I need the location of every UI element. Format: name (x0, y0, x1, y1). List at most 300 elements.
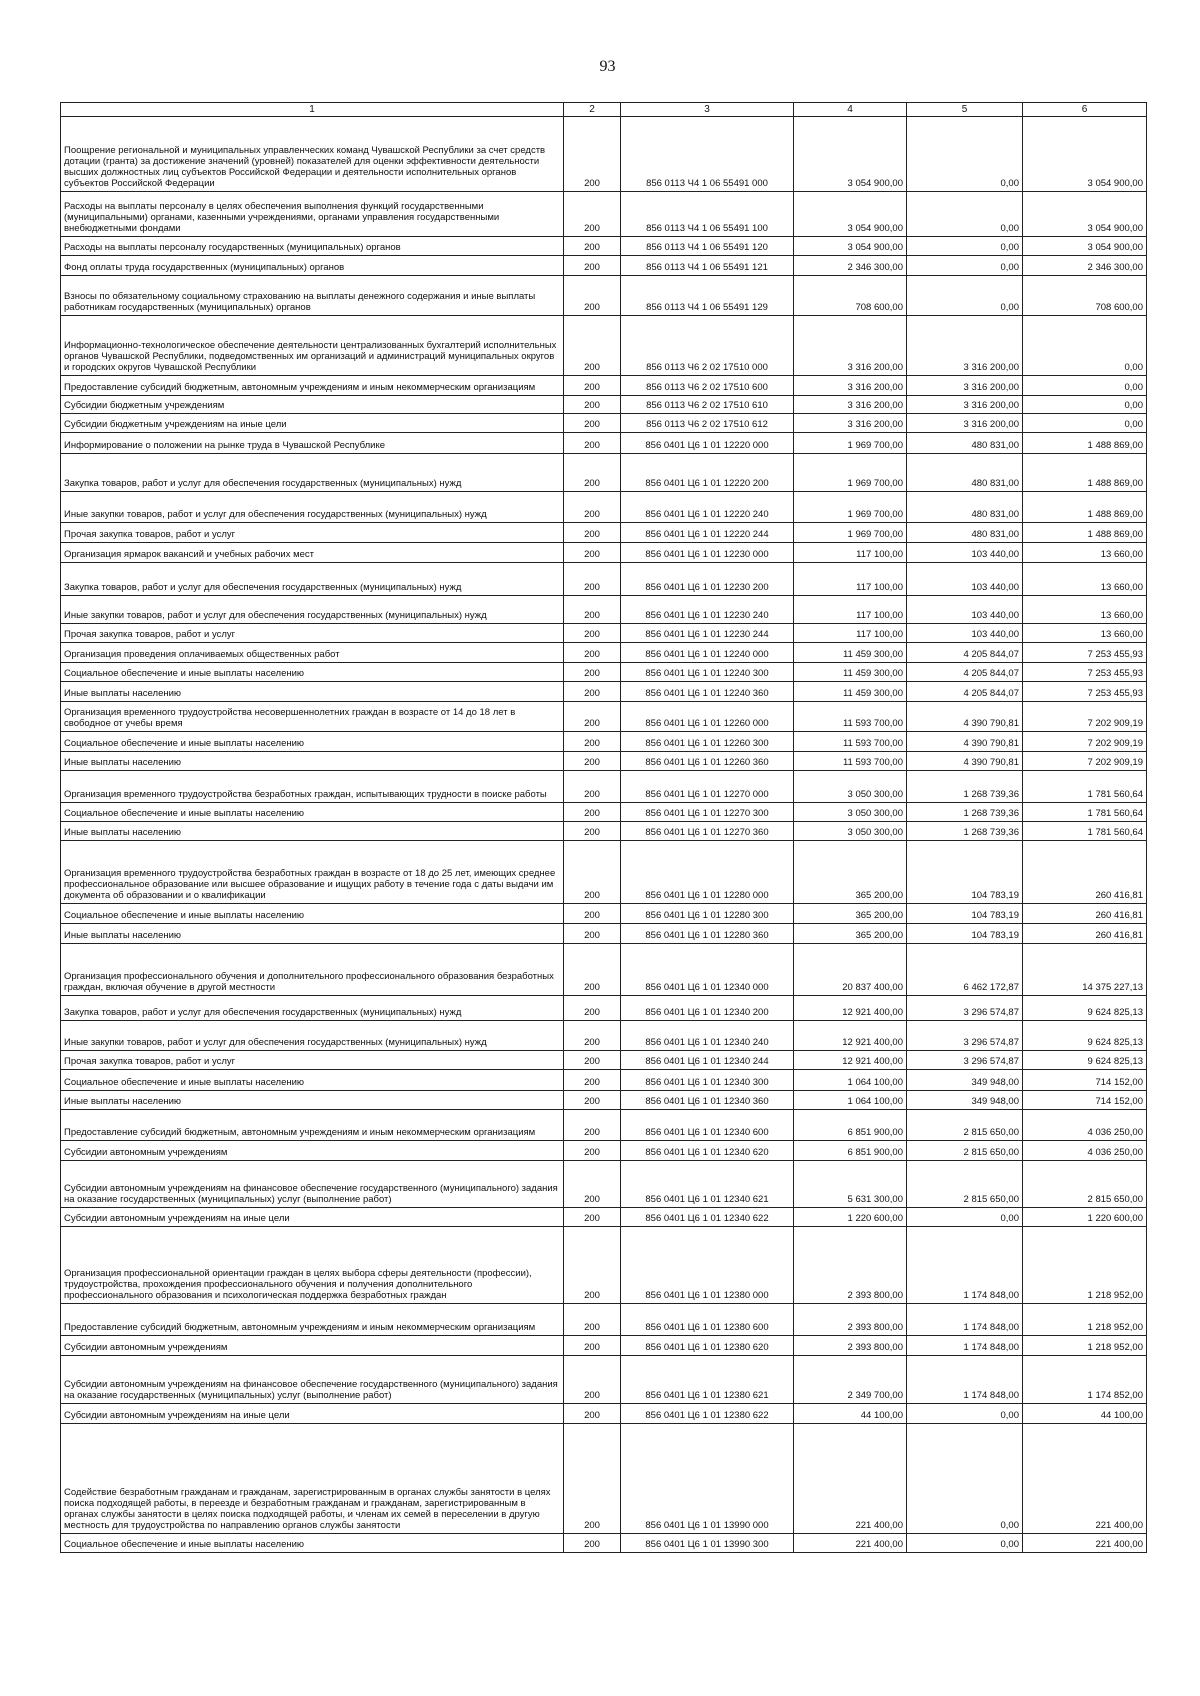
amount-remaining-cell: 1 218 952,00 (1023, 1336, 1147, 1356)
amount-remaining-cell: 7 202 909,19 (1023, 752, 1147, 771)
table-row (61, 702, 1147, 732)
amount-plan-cell: 3 316 200,00 (794, 376, 907, 396)
amount-plan-cell: 1 064 100,00 (794, 1091, 907, 1110)
amount-plan-cell: 365 200,00 (794, 841, 907, 904)
table-row (61, 732, 1147, 752)
column-number-header: 1 (61, 103, 564, 117)
row-code-cell: 200 (564, 523, 621, 543)
budget-code-cell: 856 0401 Ц6 1 01 12340 300 (621, 1070, 794, 1091)
amount-remaining-cell: 1 781 560,64 (1023, 822, 1147, 841)
table-row (61, 316, 1147, 376)
row-code-cell: 200 (564, 237, 621, 256)
amount-remaining-cell: 9 624 825,13 (1023, 996, 1147, 1021)
table-row (61, 1304, 1147, 1336)
budget-code-cell: 856 0401 Ц6 1 01 13990 000 (621, 1424, 794, 1534)
row-name-cell: Поощрение региональной и муниципальных управленческих команд Чувашской Республики за счет средств дотации (гранта) за достижение значений (уровней) показателей для оценки эффективности деятельности высших должностных лиц субъектов Российской Федерации и деятельности исполнительных органов субъектов Российской Федерации (61, 117, 564, 192)
amount-executed-cell: 0,00 (907, 237, 1023, 256)
row-name-cell: Организация временного трудоустройства несовершеннолетних граждан в возрасте от 14 до 18 лет в свободное от учебы время (61, 702, 564, 732)
amount-plan-cell: 11 459 300,00 (794, 643, 907, 663)
amount-executed-cell: 0,00 (907, 117, 1023, 192)
budget-code-cell: 856 0401 Ц6 1 01 12380 000 (621, 1227, 794, 1304)
amount-plan-cell: 117 100,00 (794, 596, 907, 624)
row-name-cell: Иные закупки товаров, работ и услуг для обеспечения государственных (муниципальных) нужд (61, 596, 564, 624)
budget-code-cell: 856 0401 Ц6 1 01 12380 620 (621, 1336, 794, 1356)
budget-code-cell: 856 0401 Ц6 1 01 12230 200 (621, 563, 794, 596)
amount-executed-cell: 0,00 (907, 276, 1023, 316)
budget-code-cell: 856 0401 Ц6 1 01 12280 360 (621, 924, 794, 944)
row-code-cell: 200 (564, 563, 621, 596)
amount-executed-cell: 4 205 844,07 (907, 682, 1023, 702)
table-row (61, 1356, 1147, 1404)
budget-code-cell: 856 0401 Ц6 1 01 12340 240 (621, 1021, 794, 1051)
row-code-cell: 200 (564, 1208, 621, 1227)
amount-remaining-cell: 1 488 869,00 (1023, 523, 1147, 543)
amount-plan-cell: 12 921 400,00 (794, 1051, 907, 1070)
budget-code-cell: 856 0401 Ц6 1 01 12340 200 (621, 996, 794, 1021)
row-name-cell: Социальное обеспечение и иные выплаты населению (61, 1534, 564, 1553)
amount-plan-cell: 2 393 800,00 (794, 1336, 907, 1356)
table-row (61, 663, 1147, 682)
row-code-cell: 200 (564, 1161, 621, 1208)
column-number-header: 5 (907, 103, 1023, 117)
amount-remaining-cell: 260 416,81 (1023, 841, 1147, 904)
row-code-cell: 200 (564, 1424, 621, 1534)
row-name-cell: Организация профессионального обучения и дополнительного профессионального образования безработных граждан, включая обучение в другой местности (61, 944, 564, 996)
amount-remaining-cell: 714 152,00 (1023, 1070, 1147, 1091)
table-row (61, 454, 1147, 492)
budget-report-table (60, 102, 1147, 1553)
amount-executed-cell: 3 316 200,00 (907, 414, 1023, 433)
amount-executed-cell: 0,00 (907, 1424, 1023, 1534)
amount-executed-cell: 3 316 200,00 (907, 396, 1023, 414)
amount-plan-cell: 3 316 200,00 (794, 396, 907, 414)
table-header (61, 103, 1147, 117)
table-row (61, 803, 1147, 822)
amount-plan-cell: 11 459 300,00 (794, 663, 907, 682)
amount-plan-cell: 708 600,00 (794, 276, 907, 316)
row-code-cell: 200 (564, 433, 621, 454)
amount-remaining-cell: 7 202 909,19 (1023, 732, 1147, 752)
budget-code-cell: 856 0401 Ц6 1 01 12280 000 (621, 841, 794, 904)
amount-plan-cell: 5 631 300,00 (794, 1161, 907, 1208)
budget-code-cell: 856 0113 Ч4 1 06 55491 100 (621, 192, 794, 237)
row-name-cell: Закупка товаров, работ и услуг для обеспечения государственных (муниципальных) нужд (61, 454, 564, 492)
amount-executed-cell: 480 831,00 (907, 523, 1023, 543)
row-name-cell: Социальное обеспечение и иные выплаты населению (61, 1070, 564, 1091)
row-name-cell: Организация временного трудоустройства безработных граждан в возрасте от 18 до 25 лет, имеющих среднее профессиональное образование или высшее образование и ищущих работу в течение года с даты выдачи им документа об образовании и о квалификации (61, 841, 564, 904)
amount-executed-cell: 480 831,00 (907, 454, 1023, 492)
amount-plan-cell: 1 064 100,00 (794, 1070, 907, 1091)
amount-remaining-cell: 221 400,00 (1023, 1534, 1147, 1553)
amount-remaining-cell: 0,00 (1023, 396, 1147, 414)
row-name-cell: Субсидии автономным учреждениям на иные цели (61, 1404, 564, 1424)
table-row (61, 414, 1147, 433)
row-code-cell: 200 (564, 1051, 621, 1070)
row-name-cell: Иные выплаты населению (61, 822, 564, 841)
amount-remaining-cell: 3 054 900,00 (1023, 192, 1147, 237)
row-code-cell: 200 (564, 822, 621, 841)
amount-executed-cell: 104 783,19 (907, 924, 1023, 944)
row-name-cell: Организация проведения оплачиваемых общественных работ (61, 643, 564, 663)
amount-remaining-cell: 44 100,00 (1023, 1404, 1147, 1424)
amount-executed-cell: 6 462 172,87 (907, 944, 1023, 996)
row-code-cell: 200 (564, 1110, 621, 1141)
column-number-header: 4 (794, 103, 907, 117)
table-row (61, 1424, 1147, 1534)
budget-code-cell: 856 0401 Ц6 1 01 12260 300 (621, 732, 794, 752)
budget-code-cell: 856 0401 Ц6 1 01 12270 300 (621, 803, 794, 822)
row-name-cell: Социальное обеспечение и иные выплаты населению (61, 803, 564, 822)
amount-remaining-cell: 708 600,00 (1023, 276, 1147, 316)
amount-remaining-cell: 4 036 250,00 (1023, 1110, 1147, 1141)
amount-plan-cell: 1 969 700,00 (794, 492, 907, 523)
amount-plan-cell: 3 054 900,00 (794, 192, 907, 237)
amount-executed-cell: 1 174 848,00 (907, 1356, 1023, 1404)
row-code-cell: 200 (564, 396, 621, 414)
row-code-cell: 200 (564, 732, 621, 752)
budget-code-cell: 856 0113 Ч4 1 06 55491 000 (621, 117, 794, 192)
budget-code-cell: 856 0113 Ч6 2 02 17510 000 (621, 316, 794, 376)
amount-remaining-cell: 4 036 250,00 (1023, 1141, 1147, 1161)
budget-code-cell: 856 0401 Ц6 1 01 12380 622 (621, 1404, 794, 1424)
row-name-cell: Фонд оплаты труда государственных (муниципальных) органов (61, 256, 564, 276)
column-number-header: 3 (621, 103, 794, 117)
row-name-cell: Расходы на выплаты персоналу государственных (муниципальных) органов (61, 237, 564, 256)
row-name-cell: Предоставление субсидий бюджетным, автономным учреждениям и иным некоммерческим организациям (61, 1304, 564, 1336)
row-name-cell: Информирование о положении на рынке труда в Чувашской Республике (61, 433, 564, 454)
amount-plan-cell: 3 316 200,00 (794, 414, 907, 433)
table-row (61, 276, 1147, 316)
amount-remaining-cell: 13 660,00 (1023, 543, 1147, 563)
budget-code-cell: 856 0401 Ц6 1 01 13990 300 (621, 1534, 794, 1553)
budget-code-cell: 856 0401 Ц6 1 01 12340 000 (621, 944, 794, 996)
table-row (61, 996, 1147, 1021)
amount-remaining-cell: 13 660,00 (1023, 624, 1147, 643)
amount-plan-cell: 1 969 700,00 (794, 523, 907, 543)
row-code-cell: 200 (564, 904, 621, 924)
row-name-cell: Закупка товаров, работ и услуг для обеспечения государственных (муниципальных) нужд (61, 563, 564, 596)
amount-executed-cell: 1 174 848,00 (907, 1336, 1023, 1356)
row-name-cell: Организация профессиональной ориентации граждан в целях выбора сферы деятельности (профессии), трудоустройства, прохождения профессионального обучения и получения дополнительного профессионального образования и психологическая поддержка безработных граждан (61, 1227, 564, 1304)
row-name-cell: Прочая закупка товаров, работ и услуг (61, 1051, 564, 1070)
budget-code-cell: 856 0113 Ч4 1 06 55491 121 (621, 256, 794, 276)
amount-executed-cell: 349 948,00 (907, 1091, 1023, 1110)
row-code-cell: 200 (564, 682, 621, 702)
amount-plan-cell: 20 837 400,00 (794, 944, 907, 996)
row-code-cell: 200 (564, 663, 621, 682)
table-row (61, 117, 1147, 192)
budget-code-cell: 856 0401 Ц6 1 01 12280 300 (621, 904, 794, 924)
row-name-cell: Субсидии автономным учреждениям на иные цели (61, 1208, 564, 1227)
budget-code-cell: 856 0401 Ц6 1 01 12340 360 (621, 1091, 794, 1110)
row-code-cell: 200 (564, 624, 621, 643)
table-row (61, 1534, 1147, 1553)
table-row (61, 376, 1147, 396)
row-name-cell: Содействие безработным гражданам и гражданам, зарегистрированным в органах службы занятости в целях поиска подходящей работы, в переезде и безработным гражданам и гражданам, зарегистрированным в органах службы занятости в целях поиска подходящей работы, и членам их семей в переселении в другую местность для трудоустройства по направлению органов службы занятости (61, 1424, 564, 1534)
table-row (61, 523, 1147, 543)
amount-plan-cell: 117 100,00 (794, 543, 907, 563)
amount-executed-cell: 103 440,00 (907, 596, 1023, 624)
amount-executed-cell: 0,00 (907, 192, 1023, 237)
amount-executed-cell: 104 783,19 (907, 904, 1023, 924)
amount-remaining-cell: 0,00 (1023, 316, 1147, 376)
amount-remaining-cell: 1 218 952,00 (1023, 1304, 1147, 1336)
table-row (61, 624, 1147, 643)
row-code-cell: 200 (564, 492, 621, 523)
row-code-cell: 200 (564, 752, 621, 771)
budget-code-cell: 856 0401 Ц6 1 01 12230 000 (621, 543, 794, 563)
amount-remaining-cell: 13 660,00 (1023, 563, 1147, 596)
row-code-cell: 200 (564, 1336, 621, 1356)
amount-plan-cell: 365 200,00 (794, 924, 907, 944)
table-row (61, 596, 1147, 624)
budget-code-cell: 856 0401 Ц6 1 01 12230 244 (621, 624, 794, 643)
amount-remaining-cell: 260 416,81 (1023, 904, 1147, 924)
amount-remaining-cell: 7 253 455,93 (1023, 663, 1147, 682)
budget-code-cell: 856 0401 Ц6 1 01 12220 200 (621, 454, 794, 492)
amount-executed-cell: 0,00 (907, 1404, 1023, 1424)
amount-remaining-cell: 2 815 650,00 (1023, 1161, 1147, 1208)
amount-remaining-cell: 0,00 (1023, 414, 1147, 433)
amount-executed-cell: 4 390 790,81 (907, 732, 1023, 752)
amount-plan-cell: 11 593 700,00 (794, 702, 907, 732)
table-row (61, 492, 1147, 523)
amount-plan-cell: 117 100,00 (794, 624, 907, 643)
row-name-cell: Субсидии бюджетным учреждениям на иные цели (61, 414, 564, 433)
row-name-cell: Социальное обеспечение и иные выплаты населению (61, 904, 564, 924)
budget-code-cell: 856 0401 Ц6 1 01 12270 360 (621, 822, 794, 841)
table-row (61, 643, 1147, 663)
table-row (61, 1208, 1147, 1227)
row-name-cell: Социальное обеспечение и иные выплаты населению (61, 732, 564, 752)
table-row (61, 1110, 1147, 1141)
amount-plan-cell: 2 346 300,00 (794, 256, 907, 276)
budget-code-cell: 856 0401 Ц6 1 01 12270 000 (621, 771, 794, 803)
row-code-cell: 200 (564, 702, 621, 732)
table-row (61, 543, 1147, 563)
row-code-cell: 200 (564, 376, 621, 396)
row-code-cell: 200 (564, 1534, 621, 1553)
row-name-cell: Субсидии автономным учреждениям на финансовое обеспечение государственного (муниципального) задания на оказание государственных (муниципальных) услуг (выполнение работ) (61, 1356, 564, 1404)
table-row (61, 682, 1147, 702)
amount-plan-cell: 1 220 600,00 (794, 1208, 907, 1227)
amount-remaining-cell: 1 781 560,64 (1023, 803, 1147, 822)
row-code-cell: 200 (564, 944, 621, 996)
amount-remaining-cell: 1 220 600,00 (1023, 1208, 1147, 1227)
amount-remaining-cell: 714 152,00 (1023, 1091, 1147, 1110)
amount-remaining-cell: 7 202 909,19 (1023, 702, 1147, 732)
amount-executed-cell: 3 296 574,87 (907, 1051, 1023, 1070)
row-name-cell: Иные выплаты населению (61, 1091, 564, 1110)
amount-executed-cell: 0,00 (907, 1208, 1023, 1227)
amount-executed-cell: 4 205 844,07 (907, 663, 1023, 682)
table-row (61, 944, 1147, 996)
amount-executed-cell: 3 296 574,87 (907, 996, 1023, 1021)
row-name-cell: Субсидии бюджетным учреждениям (61, 396, 564, 414)
row-code-cell: 200 (564, 1304, 621, 1336)
amount-plan-cell: 44 100,00 (794, 1404, 907, 1424)
amount-remaining-cell: 0,00 (1023, 376, 1147, 396)
amount-remaining-cell: 1 218 952,00 (1023, 1227, 1147, 1304)
table-row (61, 1336, 1147, 1356)
row-code-cell: 200 (564, 803, 621, 822)
amount-executed-cell: 103 440,00 (907, 543, 1023, 563)
row-code-cell: 200 (564, 1141, 621, 1161)
table-row (61, 1070, 1147, 1091)
row-name-cell: Закупка товаров, работ и услуг для обеспечения государственных (муниципальных) нужд (61, 996, 564, 1021)
table-row (61, 433, 1147, 454)
row-name-cell: Социальное обеспечение и иные выплаты населению (61, 663, 564, 682)
row-name-cell: Иные выплаты населению (61, 682, 564, 702)
row-code-cell: 200 (564, 414, 621, 433)
column-number-header: 6 (1023, 103, 1147, 117)
row-code-cell: 200 (564, 1021, 621, 1051)
amount-remaining-cell: 2 346 300,00 (1023, 256, 1147, 276)
table-row (61, 1227, 1147, 1304)
row-code-cell: 200 (564, 596, 621, 624)
row-code-cell: 200 (564, 643, 621, 663)
row-code-cell: 200 (564, 316, 621, 376)
table-row (61, 1141, 1147, 1161)
amount-plan-cell: 2 349 700,00 (794, 1356, 907, 1404)
amount-executed-cell: 2 815 650,00 (907, 1141, 1023, 1161)
budget-code-cell: 856 0113 Ч6 2 02 17510 600 (621, 376, 794, 396)
row-code-cell: 200 (564, 276, 621, 316)
amount-remaining-cell: 7 253 455,93 (1023, 643, 1147, 663)
budget-code-cell: 856 0113 Ч6 2 02 17510 612 (621, 414, 794, 433)
amount-executed-cell: 4 390 790,81 (907, 752, 1023, 771)
table-row (61, 237, 1147, 256)
amount-plan-cell: 11 593 700,00 (794, 732, 907, 752)
budget-code-cell: 856 0401 Ц6 1 01 12240 000 (621, 643, 794, 663)
amount-executed-cell: 103 440,00 (907, 624, 1023, 643)
budget-code-cell: 856 0401 Ц6 1 01 12340 622 (621, 1208, 794, 1227)
amount-remaining-cell: 9 624 825,13 (1023, 1051, 1147, 1070)
column-number-row (61, 103, 1147, 117)
amount-executed-cell: 1 268 739,36 (907, 771, 1023, 803)
row-code-cell: 200 (564, 1070, 621, 1091)
amount-plan-cell: 365 200,00 (794, 904, 907, 924)
amount-plan-cell: 3 050 300,00 (794, 771, 907, 803)
table-row (61, 924, 1147, 944)
amount-plan-cell: 3 050 300,00 (794, 822, 907, 841)
budget-code-cell: 856 0401 Ц6 1 01 12380 621 (621, 1356, 794, 1404)
row-name-cell: Предоставление субсидий бюджетным, автономным учреждениям и иным некоммерческим организациям (61, 1110, 564, 1141)
row-name-cell: Субсидии автономным учреждениям на финансовое обеспечение государственного (муниципального) задания на оказание государственных (муниципальных) услуг (выполнение работ) (61, 1161, 564, 1208)
budget-code-cell: 856 0401 Ц6 1 01 12340 600 (621, 1110, 794, 1141)
row-code-cell: 200 (564, 924, 621, 944)
row-name-cell: Субсидии автономным учреждениям (61, 1141, 564, 1161)
row-code-cell: 200 (564, 256, 621, 276)
amount-executed-cell: 4 390 790,81 (907, 702, 1023, 732)
table-row (61, 822, 1147, 841)
row-code-cell: 200 (564, 1356, 621, 1404)
amount-plan-cell: 11 593 700,00 (794, 752, 907, 771)
amount-plan-cell: 12 921 400,00 (794, 996, 907, 1021)
row-name-cell: Иные закупки товаров, работ и услуг для обеспечения государственных (муниципальных) нужд (61, 492, 564, 523)
amount-plan-cell: 2 393 800,00 (794, 1304, 907, 1336)
amount-executed-cell: 0,00 (907, 1534, 1023, 1553)
table-row (61, 1404, 1147, 1424)
row-name-cell: Иные выплаты населению (61, 924, 564, 944)
table-row (61, 396, 1147, 414)
row-code-cell: 200 (564, 117, 621, 192)
amount-remaining-cell: 7 253 455,93 (1023, 682, 1147, 702)
table-row (61, 841, 1147, 904)
budget-code-cell: 856 0401 Ц6 1 01 12220 000 (621, 433, 794, 454)
budget-code-cell: 856 0401 Ц6 1 01 12230 240 (621, 596, 794, 624)
amount-executed-cell: 3 316 200,00 (907, 376, 1023, 396)
amount-remaining-cell: 3 054 900,00 (1023, 237, 1147, 256)
table-body (61, 117, 1147, 1553)
amount-executed-cell: 4 205 844,07 (907, 643, 1023, 663)
table-row (61, 1091, 1147, 1110)
amount-plan-cell: 221 400,00 (794, 1534, 907, 1553)
amount-remaining-cell: 3 054 900,00 (1023, 117, 1147, 192)
table-row (61, 771, 1147, 803)
amount-plan-cell: 117 100,00 (794, 563, 907, 596)
amount-remaining-cell: 1 174 852,00 (1023, 1356, 1147, 1404)
row-name-cell: Иные закупки товаров, работ и услуг для обеспечения государственных (муниципальных) нужд (61, 1021, 564, 1051)
row-code-cell: 200 (564, 1091, 621, 1110)
row-name-cell: Прочая закупка товаров, работ и услуг (61, 523, 564, 543)
row-name-cell: Субсидии автономным учреждениям (61, 1336, 564, 1356)
budget-code-cell: 856 0401 Ц6 1 01 12240 360 (621, 682, 794, 702)
amount-remaining-cell: 14 375 227,13 (1023, 944, 1147, 996)
row-code-cell: 200 (564, 543, 621, 563)
amount-executed-cell: 480 831,00 (907, 492, 1023, 523)
amount-remaining-cell: 1 488 869,00 (1023, 454, 1147, 492)
amount-executed-cell: 2 815 650,00 (907, 1161, 1023, 1208)
row-name-cell: Расходы на выплаты персоналу в целях обеспечения выполнения функций государственными (муниципальными) органами, казенными учреждениями, органами управления государственными внебюджетными фондами (61, 192, 564, 237)
amount-plan-cell: 12 921 400,00 (794, 1021, 907, 1051)
amount-executed-cell: 0,00 (907, 256, 1023, 276)
budget-code-cell: 856 0401 Ц6 1 01 12260 360 (621, 752, 794, 771)
row-name-cell: Взносы по обязательному социальному страхованию на выплаты денежного содержания и иные выплаты работникам государственных (муниципальных) органов (61, 276, 564, 316)
amount-plan-cell: 221 400,00 (794, 1424, 907, 1534)
row-name-cell: Информационно-технологическое обеспечение деятельности централизованных бухгалтерий исполнительных органов Чувашской Республики, подведомственных им организаций и администраций муниципальных округов и городских округов Чувашской Республики (61, 316, 564, 376)
row-code-cell: 200 (564, 841, 621, 904)
amount-plan-cell: 1 969 700,00 (794, 433, 907, 454)
amount-plan-cell: 2 393 800,00 (794, 1227, 907, 1304)
amount-executed-cell: 103 440,00 (907, 563, 1023, 596)
amount-remaining-cell: 13 660,00 (1023, 596, 1147, 624)
page-number: 93 (599, 58, 616, 75)
amount-plan-cell: 11 459 300,00 (794, 682, 907, 702)
amount-executed-cell: 1 174 848,00 (907, 1304, 1023, 1336)
budget-code-cell: 856 0401 Ц6 1 01 12220 244 (621, 523, 794, 543)
amount-executed-cell: 349 948,00 (907, 1070, 1023, 1091)
table-row (61, 1161, 1147, 1208)
amount-executed-cell: 104 783,19 (907, 841, 1023, 904)
amount-plan-cell: 6 851 900,00 (794, 1110, 907, 1141)
table-row (61, 256, 1147, 276)
amount-executed-cell: 480 831,00 (907, 433, 1023, 454)
row-name-cell: Прочая закупка товаров, работ и услуг (61, 624, 564, 643)
row-name-cell: Организация временного трудоустройства безработных граждан, испытывающих трудности в поиске работы (61, 771, 564, 803)
amount-remaining-cell: 1 781 560,64 (1023, 771, 1147, 803)
amount-executed-cell: 1 268 739,36 (907, 803, 1023, 822)
row-code-cell: 200 (564, 454, 621, 492)
amount-remaining-cell: 260 416,81 (1023, 924, 1147, 944)
budget-code-cell: 856 0113 Ч4 1 06 55491 129 (621, 276, 794, 316)
budget-code-cell: 856 0401 Ц6 1 01 12340 620 (621, 1141, 794, 1161)
budget-code-cell: 856 0401 Ц6 1 01 12340 621 (621, 1161, 794, 1208)
table-row (61, 563, 1147, 596)
table-row (61, 904, 1147, 924)
amount-executed-cell: 3 316 200,00 (907, 316, 1023, 376)
amount-remaining-cell: 1 488 869,00 (1023, 433, 1147, 454)
